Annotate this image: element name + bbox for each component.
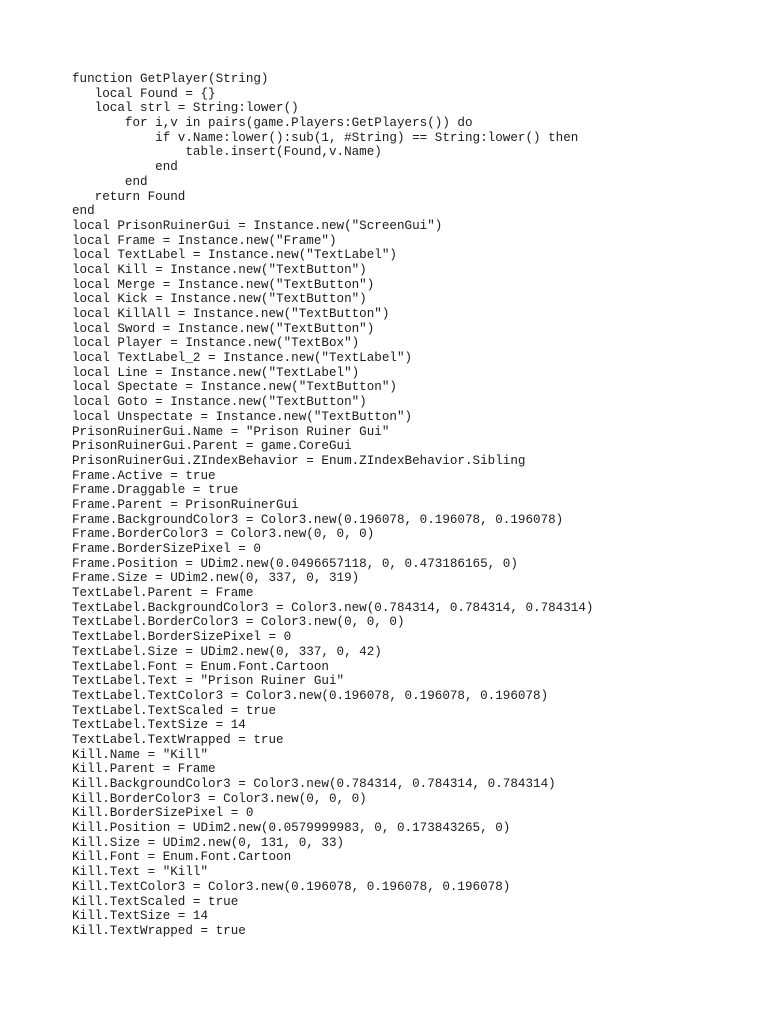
code-line: Kill.Font = Enum.Font.Cartoon: [72, 850, 292, 865]
code-line: PrisonRuinerGui.Name = "Prison Ruiner Gui": [72, 424, 390, 439]
code-line: PrisonRuinerGui.ZIndexBehavior = Enum.ZIndexBehavior.Sibling: [72, 453, 526, 468]
code-line: TextLabel.TextColor3 = Color3.new(0.196078, 0.196078, 0.196078): [72, 688, 549, 703]
code-line: Frame.Parent = PrisonRuinerGui: [72, 497, 299, 512]
code-line: Frame.Draggable = true: [72, 483, 239, 498]
code-line: Kill.BorderColor3 = Color3.new(0, 0, 0): [72, 791, 367, 806]
code-line: Frame.BorderSizePixel = 0: [72, 542, 261, 556]
code-line: local Goto = Instance.new("TextButton"): [72, 395, 367, 410]
code-line: Frame.Position = UDim2.new(0.0496657118, 0, 0.473186165, 0): [72, 556, 518, 571]
code-line: Kill.TextColor3 = Color3.new(0.196078, 0.196078, 0.196078): [72, 879, 511, 894]
code-line: Kill.BorderSizePixel = 0: [72, 806, 254, 821]
code-line: local PrisonRuinerGui = Instance.new("ScreenGui"): [72, 218, 443, 233]
code-line: Frame.BackgroundColor3 = Color3.new(0.196078, 0.196078, 0.196078): [72, 512, 564, 527]
code-line: TextLabel.TextSize = 14: [72, 718, 246, 733]
code-line: local Frame = Instance.new("Frame"): [72, 233, 337, 248]
code-line: local Spectate = Instance.new("TextButton"): [72, 380, 397, 395]
code-line: end: [72, 160, 178, 175]
code-line: Frame.BorderColor3 = Color3.new(0, 0, 0): [72, 527, 375, 542]
code-line: local TextLabel_2 = Instance.new("TextLabel"): [72, 351, 413, 366]
code-line: local Merge = Instance.new("TextButton"): [72, 277, 375, 292]
code-line: local TextLabel = Instance.new("TextLabel"): [72, 248, 397, 263]
code-line: Kill.Text = "Kill": [72, 865, 209, 880]
code-line: TextLabel.BorderSizePixel = 0: [72, 630, 292, 645]
code-line: TextLabel.Font = Enum.Font.Cartoon: [72, 659, 329, 674]
code-line: TextLabel.BackgroundColor3 = Color3.new(0.784314, 0.784314, 0.784314): [72, 600, 594, 615]
code-line: Kill.Size = UDim2.new(0, 131, 0, 33): [72, 835, 345, 850]
code-line: TextLabel.TextScaled = true: [72, 703, 277, 718]
code-line: local Kick = Instance.new("TextButton"): [72, 292, 367, 307]
code-line: table.insert(Found,v.Name): [72, 145, 382, 160]
code-line: local Line = Instance.new("TextLabel"): [72, 365, 360, 380]
code-line: if v.Name:lower():sub(1, #String) == String:lower() then: [72, 130, 579, 145]
code-line: local Player = Instance.new("TextBox"): [72, 336, 360, 351]
code-line: local Unspectate = Instance.new("TextButton"): [72, 409, 413, 424]
code-line: TextLabel.Parent = Frame: [72, 586, 254, 601]
code-line: TextLabel.TextWrapped = true: [72, 732, 284, 747]
code-line: local Kill = Instance.new("TextButton"): [72, 262, 367, 277]
code-line: end: [72, 174, 148, 189]
code-line: return Found: [72, 189, 186, 204]
code-line: local strl = String:lower(): [72, 101, 299, 116]
code-line: function GetPlayer(String): [72, 72, 269, 86]
code-line: Kill.Position = UDim2.new(0.0579999983, 0, 0.173843265, 0): [72, 821, 511, 836]
code-line: Kill.TextWrapped = true: [72, 923, 246, 938]
code-line: PrisonRuinerGui.Parent = game.CoreGui: [72, 439, 352, 454]
code-line: Kill.Name = "Kill": [72, 747, 209, 762]
code-line: Frame.Active = true: [72, 468, 216, 483]
code-line: local Sword = Instance.new("TextButton"): [72, 321, 375, 336]
code-line: TextLabel.Size = UDim2.new(0, 337, 0, 42): [72, 644, 382, 659]
code-line: Kill.BackgroundColor3 = Color3.new(0.784314, 0.784314, 0.784314): [72, 777, 556, 791]
code-line: Frame.Size = UDim2.new(0, 337, 0, 319): [72, 571, 360, 586]
code-line: local Found = {}: [72, 86, 216, 101]
code-line: for i,v in pairs(game.Players:GetPlayers()) do: [72, 116, 473, 131]
code-line: Kill.Parent = Frame: [72, 762, 216, 777]
code-line: Kill.TextScaled = true: [72, 894, 239, 909]
code-line: local KillAll = Instance.new("TextButton"): [72, 307, 390, 321]
code-line: end: [72, 204, 95, 219]
code-line: TextLabel.BorderColor3 = Color3.new(0, 0, 0): [72, 615, 405, 630]
code-listing: [72, 72, 593, 939]
code-line: TextLabel.Text = "Prison Ruiner Gui": [72, 674, 345, 689]
code-line: Kill.TextSize = 14: [72, 909, 209, 924]
